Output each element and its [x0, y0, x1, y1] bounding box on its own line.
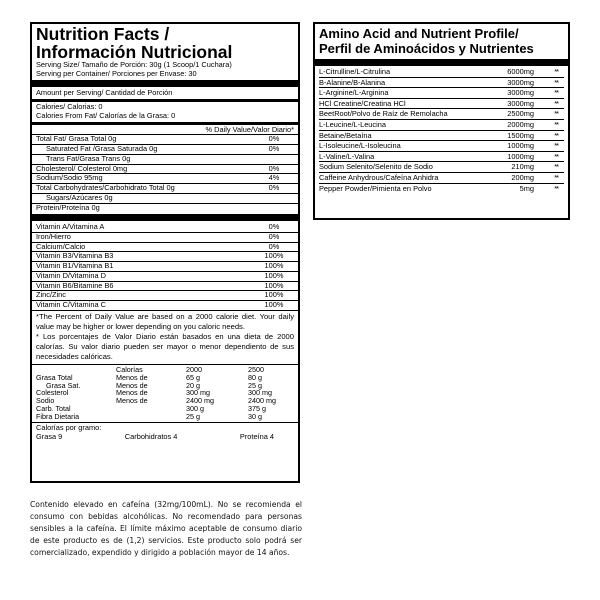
vitamin-dv: 0% [268, 222, 280, 232]
amino-name: L-Citrulline/L-Citrulina [319, 67, 391, 76]
vitamin-dv: 0% [268, 232, 280, 242]
amino-dv: ** [554, 141, 558, 151]
amino-amount: 3000mg [507, 77, 534, 87]
nutrient-label: Sodium/Sodio 95mg [36, 173, 103, 183]
vitamin-label: Calcium/Calcio [36, 241, 86, 251]
amino-amount: 2500mg [507, 109, 534, 119]
nutrient-dv [254, 204, 294, 213]
amino-amount: 6000mg [507, 67, 534, 76]
footnote-spanish: * Los porcentajes de Valor Diario están basados en una dieta de 2000 calorías. Su valor diario pueden ser mayor o menor dependiento de sus necesidades calóricas. [36, 331, 294, 361]
amino-amount: 210mg [511, 162, 534, 172]
amino-dv: ** [554, 151, 558, 161]
reference-header-cell: 2500 [248, 364, 264, 374]
nutrient-row [36, 204, 294, 213]
reference-cell: Carb. Total [36, 403, 71, 413]
vitamin-dv: 100% [264, 261, 284, 271]
vitamin-row [36, 282, 294, 291]
amino-row [319, 109, 564, 120]
amino-amount: 200mg [511, 172, 534, 182]
reference-cell: 300 mg [186, 388, 210, 398]
amino-name: Pepper Powder/Pimienta en Polvo [319, 183, 432, 193]
amino-dv: ** [554, 77, 558, 87]
nutrient-dv [254, 194, 294, 203]
amino-dv: ** [554, 109, 558, 119]
nutrient-row [36, 165, 294, 174]
servings-per-container: Serving per Container/ Porciones per Envase: 30 [36, 68, 197, 78]
serving-size: Serving Size/ Tamaño de Porción: 30g (1 Scoop/1 Cuchara) [36, 60, 232, 69]
vitamin-label: Iron/Hierro [36, 232, 71, 242]
nutrient-label: Total Carbohydrates/Carbohidrato Total 0g [36, 183, 175, 193]
reference-cell: Menos de [116, 372, 148, 382]
vitamin-row [36, 272, 294, 281]
amino-row [319, 162, 564, 173]
calories: Calories/ Calorias: 0 [36, 102, 103, 112]
nutrient-dv: 0% [268, 163, 280, 173]
amino-name: L-Isoleucine/L-Isoleucina [319, 141, 401, 151]
caffeine-warning-note: Contenido elevado en cafeína (32mg/100mL). No se recomienda el consumo con bebidas alcohólicas. No recomendado para personas sensibles a la cafeína. El límite máximo aceptable de consumo diario de este producto es de (1,2) servicios. Este producto solo podrá ser comercializado, expendido y dirigido a población mayor de 14 años. [30, 500, 302, 557]
nutrient-row [36, 194, 294, 203]
amino-name: Sodium Selenito/Selenito de Sodio [319, 162, 433, 172]
amino-dv: ** [554, 162, 558, 172]
divider-thin [32, 310, 298, 311]
amino-name: L-Valine/L-Valina [319, 151, 375, 161]
reference-cell: 20 g [186, 380, 200, 390]
amino-amount: 1500mg [507, 130, 534, 140]
amino-row [319, 173, 564, 184]
vitamin-dv: 100% [264, 290, 284, 300]
amino-list [319, 67, 564, 194]
calories-per-gram-row [36, 433, 294, 442]
amino-title [319, 27, 564, 56]
amino-amount: 1000mg [507, 151, 534, 161]
vitamin-row [36, 291, 294, 300]
amino-row [319, 141, 564, 152]
amino-row [319, 67, 564, 78]
cpg-carbs: Carbohidratos 4 [124, 432, 178, 442]
reference-cell: 25 g [186, 411, 200, 421]
amino-name: L-Leucine/L-Leucina [319, 119, 386, 129]
amino-row [319, 120, 564, 131]
vitamin-dv: 100% [264, 270, 284, 280]
amino-row [319, 88, 564, 99]
divider-thick [32, 80, 298, 87]
reference-row [36, 413, 294, 421]
amino-profile-panel [313, 22, 570, 220]
vitamin-dv: 0% [268, 241, 280, 251]
amino-name: BeetRoot/Polvo de Raíz de Remolacha [319, 109, 448, 119]
cpg-protein: Proteína 4 [239, 432, 274, 442]
nutrient-label: Saturated Fat /Grasa Saturada 0g [46, 144, 158, 154]
nutrition-title [36, 25, 294, 61]
amino-name: B-Alanine/B-Alanina [319, 77, 386, 87]
amino-name: Betaine/Betaína [319, 130, 372, 140]
amino-dv: ** [554, 172, 558, 182]
reference-cell: 2400 mg [186, 396, 214, 406]
nutrient-dv: 0% [268, 134, 280, 144]
amino-name: L-Arginine/L-Arginina [319, 88, 389, 98]
amino-row [319, 78, 564, 89]
nutrient-row [36, 145, 294, 154]
nutrient-row [36, 184, 294, 193]
nutrient-dv: 0% [268, 183, 280, 193]
reference-cell: Grasa Total [36, 372, 73, 382]
vitamin-label: Vitamin B6/Bitamine B6 [36, 280, 114, 290]
vitamin-label: Vitamin B1/Vitamina B1 [36, 261, 114, 271]
amino-dv: ** [554, 88, 558, 98]
nutrient-label: Protein/Proteína 0g [36, 202, 100, 212]
reference-cell: Menos de [116, 396, 148, 406]
nutrient-label: Total Fat/ Grasa Total 0g [36, 134, 117, 144]
nutrient-row [36, 155, 294, 164]
reference-cell: 2400 mg [248, 396, 276, 406]
daily-value-header: % Daily Value/Valor Diario* [205, 124, 294, 134]
nutrient-row [36, 135, 294, 144]
vitamin-dv: 100% [264, 251, 284, 261]
amino-dv: ** [554, 119, 558, 129]
vitamin-dv: 100% [264, 300, 284, 310]
amino-amount: 2000mg [507, 119, 534, 129]
reference-header-cell: Calorías [116, 364, 143, 374]
cpg-fat: Grasa 9 [36, 432, 63, 442]
amino-dv: ** [554, 130, 558, 140]
reference-cell: 65 g [186, 372, 200, 382]
nutrient-row [36, 174, 294, 183]
nutrient-label: Trans Fat/Grasa Trans 0g [46, 153, 131, 163]
nutrient-dv: 4% [268, 173, 280, 183]
amino-amount: 5mg [519, 183, 534, 193]
amino-amount: 1000mg [507, 141, 534, 151]
reference-cell: 375 g [248, 403, 266, 413]
amino-dv: ** [554, 67, 558, 76]
reference-cell: Sodio [36, 396, 55, 406]
vitamin-row [36, 301, 294, 310]
reference-cell [116, 405, 186, 413]
amino-row [319, 99, 564, 110]
reference-cell: Colesterol [36, 388, 69, 398]
amino-dv: ** [554, 183, 558, 193]
footnote-english: *The Percent of Daily Value are based on a 2000 calorie diet. Your daily value may be higher or lower depending on you caloric needs. [36, 311, 294, 331]
amino-row [319, 184, 564, 195]
vitamin-label: Vitamin D/Vitamina D [36, 270, 106, 280]
reference-cell: Grasa Sat. [46, 380, 81, 390]
amino-title-line1: Amino Acid and Nutrient Profile/ [319, 26, 519, 41]
reference-cell: Menos de [116, 380, 148, 390]
nutrient-label: Sugars/Azúcares 0g [46, 192, 113, 202]
nutrient-list [36, 135, 294, 212]
amino-name: Caffeine Anhydrous/Cafeína Anhidra [319, 172, 439, 182]
reference-cell: 80 g [248, 372, 262, 382]
vitamin-label: Vitamin A/Vitamina A [36, 222, 105, 232]
reference-cell: 25 g [248, 380, 262, 390]
reference-cell: 30 g [248, 411, 262, 421]
vitamin-dv: 100% [264, 280, 284, 290]
reference-header-cell: 2000 [186, 364, 202, 374]
vitamin-row [36, 223, 294, 232]
vitamin-label: Vitamin B3/Vitamina B3 [36, 251, 114, 261]
reference-cell: Menos de [116, 388, 148, 398]
amino-name: HCl Creatine/Creatina HCl [319, 98, 406, 108]
amino-amount: 3000mg [507, 88, 534, 98]
divider-thick [315, 59, 568, 66]
amino-row [319, 152, 564, 163]
vitamin-label: Vitamin C/Vitamina C [36, 300, 106, 310]
reference-cell: 300 g [186, 403, 204, 413]
reference-cell: 300 mg [248, 388, 272, 398]
calories-from-fat: Calories From Fat/ Calorías de la Grasa: 0 [36, 110, 176, 120]
amino-dv: ** [554, 98, 558, 108]
nutrient-dv [254, 155, 294, 164]
calories-per-gram-label: Calorías por gramo: [36, 423, 102, 433]
vitamin-label: Zinc/Zinc [36, 290, 66, 300]
divider-thick [32, 214, 298, 221]
reference-cell [116, 413, 186, 421]
nutrient-label: Cholesterol/ Colesterol 0mg [36, 163, 128, 173]
amino-row [319, 131, 564, 142]
amino-amount: 3000mg [507, 98, 534, 108]
reference-values-table [36, 366, 294, 420]
nutrient-dv: 0% [268, 144, 280, 154]
amino-title-line2: Perfil de Aminoácidos y Nutrientes [319, 40, 534, 56]
vitamin-row [36, 233, 294, 242]
vitamin-row [36, 252, 294, 261]
vitamin-row [36, 262, 294, 271]
reference-cell: Fibra Dietaria [36, 411, 80, 421]
amount-per-serving: Amount per Serving/ Cantidad de Porción [36, 88, 173, 98]
vitamin-list [36, 223, 294, 310]
nutrition-title-line2: Información Nutricional [36, 42, 233, 62]
nutrition-title-line1: Nutrition Facts / [36, 24, 170, 44]
vitamin-row [36, 243, 294, 252]
nutrition-facts-panel [30, 22, 300, 483]
